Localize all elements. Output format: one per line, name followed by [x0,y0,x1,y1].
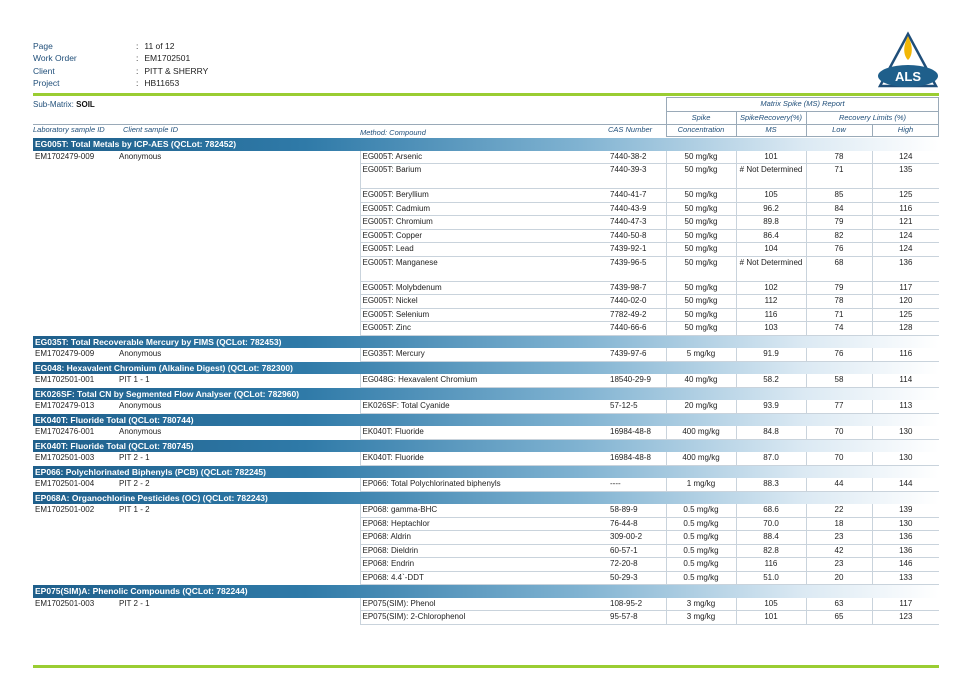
cas-number: 7440-43-9 [608,202,666,216]
cas-number: 16984-48-8 [608,452,666,465]
sub-matrix: Sub-Matrix: SOIL [33,100,95,109]
lab-sample-id: EM1702479-009 [35,349,95,358]
table-row [33,243,939,257]
recovery-high: 113 [872,400,939,413]
spike-concentration: 50 mg/kg [666,281,736,295]
cas-number: 95-57-8 [608,611,666,625]
group-title: EK040T: Fluoride Total (QCLot: 780744) [33,413,939,426]
recovery-high: 133 [872,571,939,585]
client-sample-id: PIT 2 - 1 [119,453,150,462]
cas-number: 76-44-8 [608,517,666,531]
col-client-id: Client sample ID [123,125,179,134]
recovery-low: 63 [806,598,872,611]
table-row [33,295,939,309]
client-sample-id: Anonymous [119,349,162,358]
spike-concentration: 0.5 mg/kg [666,544,736,558]
group-title: EG005T: Total Metals by ICP-AES (QCLot: 782452) [33,138,939,151]
ms-recovery: # Not Determined [736,164,806,189]
ms-recovery: 105 [736,189,806,203]
ms-recovery: 101 [736,611,806,625]
recovery-high: 116 [872,348,939,361]
col-method: Method: Compound [360,128,426,137]
client-sample-id: Anonymous [119,427,162,436]
lab-sample-id: EM1702479-009 [35,151,95,161]
ms-report-title: Matrix Spike (MS) Report [760,99,845,108]
recovery-high: 128 [872,322,939,336]
spike-concentration: 50 mg/kg [666,202,736,216]
method-compound: EK040T: Fluoride [360,452,608,465]
recovery-high: 114 [872,374,939,387]
recovery-high: 135 [872,164,939,189]
cas-number: 16984-48-8 [608,426,666,439]
ms-recovery: 84.8 [736,426,806,439]
spike-concentration: 5 mg/kg [666,348,736,361]
cas-number: 60-57-1 [608,544,666,558]
method-compound: EP075(SIM): Phenol [360,598,608,611]
group-title: EP066: Polychlorinated Biphenyls (PCB) (QCLot: 782245) [33,465,939,478]
table-row [33,517,939,531]
ms-recovery: 88.3 [736,478,806,491]
ms-results-table [33,138,939,625]
header-project: Project : HB11653 [33,77,208,89]
recovery-high: 136 [872,531,939,545]
recovery-low: 82 [806,229,872,243]
recovery-low: 23 [806,558,872,572]
spike-concentration: 0.5 mg/kg [666,571,736,585]
method-compound: EG005T: Molybdenum [360,281,608,295]
recovery-low: 71 [806,164,872,189]
method-compound: EG005T: Zinc [360,322,608,336]
report-header [33,40,208,89]
method-compound: EP068: Endrin [360,558,608,572]
recovery-high: 120 [872,295,939,309]
client-sample-id: PIT 2 - 2 [119,479,150,488]
spike-concentration: 3 mg/kg [666,598,736,611]
ms-recovery: 88.4 [736,531,806,545]
method-compound: EP068: Dieldrin [360,544,608,558]
cas-number: 7440-41-7 [608,189,666,203]
logo-text: ALS [895,69,921,84]
spike-recovery-header: SpikeRecovery(%) [739,113,803,122]
table-row [33,478,939,491]
client-sample-id: PIT 1 - 2 [119,505,150,514]
spike-concentration: 50 mg/kg [666,256,736,281]
recovery-limits-header: Recovery Limits (%) [838,113,907,122]
recovery-high: 125 [872,189,939,203]
lab-sample-id: EM1702501-003 [35,453,95,462]
spike-concentration: 0.5 mg/kg [666,517,736,531]
als-logo [876,30,940,92]
cas-number: 7439-98-7 [608,281,666,295]
client-sample-id: Anonymous [119,151,162,161]
ms-recovery: 68.6 [736,504,806,517]
ms-recovery: 105 [736,598,806,611]
spike-concentration: 50 mg/kg [666,243,736,257]
recovery-high: 146 [872,558,939,572]
spike-concentration: 50 mg/kg [666,151,736,164]
lab-sample-id: EM1702501-002 [35,505,95,514]
method-compound: EG005T: Cadmium [360,202,608,216]
cas-number: 50-29-3 [608,571,666,585]
lab-sample-id: EM1702501-004 [35,479,95,488]
recovery-high: 117 [872,281,939,295]
method-compound: EP068: gamma-BHC [360,504,608,517]
group-header [33,361,939,374]
ms-recovery: 103 [736,322,806,336]
spike-concentration: 50 mg/kg [666,322,736,336]
ms-recovery: 82.8 [736,544,806,558]
col-concentration: Concentration [677,125,725,134]
header-page: Page : 11 of 12 [33,40,208,52]
cas-number: 7439-96-5 [608,256,666,281]
spike-concentration: 0.5 mg/kg [666,531,736,545]
table-row [33,189,939,203]
method-compound: EP066: Total Polychlorinated biphenyls [360,478,608,491]
ms-recovery: 102 [736,281,806,295]
method-compound: EP068: 4.4`-DDT [360,571,608,585]
cas-number: 7440-50-8 [608,229,666,243]
col-low: Low [832,125,846,134]
ms-recovery: 104 [736,243,806,257]
recovery-high: 136 [872,544,939,558]
cas-number: ---- [608,478,666,491]
col-lab-id: Laboratory sample ID [33,125,105,134]
ms-recovery: # Not Determined [736,256,806,281]
group-header [33,138,939,151]
group-title: EP068A: Organochlorine Pesticides (OC) (QCLot: 782243) [33,491,939,504]
group-title: EK040T: Fluoride Total (QCLot: 780745) [33,439,939,452]
method-compound: EG005T: Barium [360,164,608,189]
method-compound: EG005T: Chromium [360,216,608,230]
spike-concentration: 50 mg/kg [666,216,736,230]
recovery-low: 58 [806,374,872,387]
spike-concentration: 50 mg/kg [666,308,736,322]
lab-sample-id: EM1702501-003 [35,598,95,608]
table-row [33,256,939,281]
ms-recovery: 116 [736,308,806,322]
spike-concentration: 400 mg/kg [666,452,736,465]
recovery-high: 130 [872,426,939,439]
method-compound: EK040T: Fluoride [360,426,608,439]
table-row [33,216,939,230]
group-header [33,439,939,452]
recovery-low: 22 [806,504,872,517]
ms-recovery: 89.8 [736,216,806,230]
spike-concentration: 3 mg/kg [666,611,736,625]
cas-number: 108-95-2 [608,598,666,611]
table-row [33,426,939,439]
method-compound: EP068: Heptachlor [360,517,608,531]
cas-number: 58-89-9 [608,504,666,517]
ms-recovery: 51.0 [736,571,806,585]
ms-recovery: 58.2 [736,374,806,387]
spike-concentration: 50 mg/kg [666,164,736,189]
ms-recovery: 70.0 [736,517,806,531]
group-header [33,585,939,598]
method-compound: EG005T: Copper [360,229,608,243]
spike-concentration: 20 mg/kg [666,400,736,413]
header-client: Client : PITT & SHERRY [33,65,208,77]
spike-concentration: 40 mg/kg [666,374,736,387]
table-row [33,400,939,413]
cas-number: 18540-29-9 [608,374,666,387]
method-compound: EG005T: Arsenic [360,151,608,164]
lab-sample-id: EM1702479-013 [35,401,95,410]
recovery-low: 18 [806,517,872,531]
cas-number: 7440-02-0 [608,295,666,309]
table-row [33,348,939,361]
table-row [33,558,939,572]
table-row [33,308,939,322]
recovery-low: 23 [806,531,872,545]
table-row [33,544,939,558]
recovery-low: 76 [806,348,872,361]
table-row [33,598,939,611]
group-title: EG035T: Total Recoverable Mercury by FIMS (QCLot: 782453) [33,335,939,348]
recovery-low: 20 [806,571,872,585]
client-sample-id: PIT 2 - 1 [119,598,150,608]
group-header [33,335,939,348]
method-compound: EG005T: Beryllium [360,189,608,203]
table-row [33,151,939,164]
cas-number: 309-00-2 [608,531,666,545]
recovery-high: 121 [872,216,939,230]
spike-concentration: 0.5 mg/kg [666,504,736,517]
ms-recovery: 87.0 [736,452,806,465]
method-compound: EG005T: Manganese [360,256,608,281]
col-ms: MS [765,125,777,134]
client-sample-id: PIT 1 - 1 [119,375,150,384]
group-header [33,465,939,478]
method-compound: EG005T: Selenium [360,308,608,322]
table-body [33,138,939,624]
recovery-low: 74 [806,322,872,336]
ms-recovery: 91.9 [736,348,806,361]
recovery-low: 84 [806,202,872,216]
cas-number: 7440-47-3 [608,216,666,230]
recovery-high: 116 [872,202,939,216]
table-row [33,531,939,545]
spike-concentration: 400 mg/kg [666,426,736,439]
recovery-high: 125 [872,308,939,322]
table-row [33,164,939,189]
lab-sample-id: EM1702476-001 [35,427,95,436]
spike-header: Spike [691,113,711,122]
bottom-divider [33,665,939,668]
method-compound: EP075(SIM): 2-Chlorophenol [360,611,608,625]
cas-number: 7440-39-3 [608,164,666,189]
cas-number: 57-12-5 [608,400,666,413]
table-row [33,229,939,243]
top-divider [33,93,939,96]
ms-divider-1 [666,111,939,112]
spike-concentration: 1 mg/kg [666,478,736,491]
group-header [33,491,939,504]
spike-concentration: 0.5 mg/kg [666,558,736,572]
recovery-low: 77 [806,400,872,413]
cas-number: 72-20-8 [608,558,666,572]
group-header [33,413,939,426]
recovery-high: 144 [872,478,939,491]
recovery-high: 130 [872,517,939,531]
recovery-low: 78 [806,151,872,164]
table-row [33,322,939,336]
spike-concentration: 50 mg/kg [666,189,736,203]
table-row [33,374,939,387]
method-compound: EG005T: Lead [360,243,608,257]
col-cas: CAS Number [608,125,653,134]
recovery-high: 123 [872,611,939,625]
recovery-low: 76 [806,243,872,257]
recovery-low: 65 [806,611,872,625]
ms-recovery: 116 [736,558,806,572]
method-compound: EK026SF: Total Cyanide [360,400,608,413]
recovery-high: 139 [872,504,939,517]
recovery-high: 124 [872,243,939,257]
spike-concentration: 50 mg/kg [666,295,736,309]
ms-recovery: 93.9 [736,400,806,413]
table-row [33,611,939,625]
recovery-low: 78 [806,295,872,309]
col-high: High [897,125,914,134]
ms-recovery: 96.2 [736,202,806,216]
recovery-high: 124 [872,229,939,243]
table-row [33,504,939,517]
group-title: EG048: Hexavalent Chromium (Alkaline Digest) (QCLot: 782300) [33,361,939,374]
recovery-high: 130 [872,452,939,465]
table-row [33,202,939,216]
recovery-low: 70 [806,452,872,465]
cas-number: 7439-97-6 [608,348,666,361]
spike-concentration: 50 mg/kg [666,229,736,243]
group-header [33,387,939,400]
ms-recovery: 112 [736,295,806,309]
recovery-low: 70 [806,426,872,439]
cas-number: 7440-38-2 [608,151,666,164]
group-title: EK026SF: Total CN by Segmented Flow Analyser (QCLot: 782960) [33,387,939,400]
header-work-order: Work Order : EM1702501 [33,52,208,64]
lab-sample-id: EM1702501-001 [35,375,95,384]
table-row [33,571,939,585]
client-sample-id: Anonymous [119,401,162,410]
method-compound: EG048G: Hexavalent Chromium [360,374,608,387]
cas-number: 7440-66-6 [608,322,666,336]
recovery-low: 42 [806,544,872,558]
recovery-high: 117 [872,598,939,611]
recovery-low: 85 [806,189,872,203]
method-compound: EG035T: Mercury [360,348,608,361]
ms-recovery: 86.4 [736,229,806,243]
group-title: EP075(SIM)A: Phenolic Compounds (QCLot: 782244) [33,585,939,598]
recovery-high: 124 [872,151,939,164]
cas-number: 7439-92-1 [608,243,666,257]
recovery-low: 71 [806,308,872,322]
table-row [33,452,939,465]
table-row [33,281,939,295]
cas-number: 7782-49-2 [608,308,666,322]
method-compound: EP068: Aldrin [360,531,608,545]
recovery-low: 68 [806,256,872,281]
recovery-low: 79 [806,281,872,295]
recovery-low: 44 [806,478,872,491]
ms-recovery: 101 [736,151,806,164]
recovery-low: 79 [806,216,872,230]
recovery-high: 136 [872,256,939,281]
method-compound: EG005T: Nickel [360,295,608,309]
